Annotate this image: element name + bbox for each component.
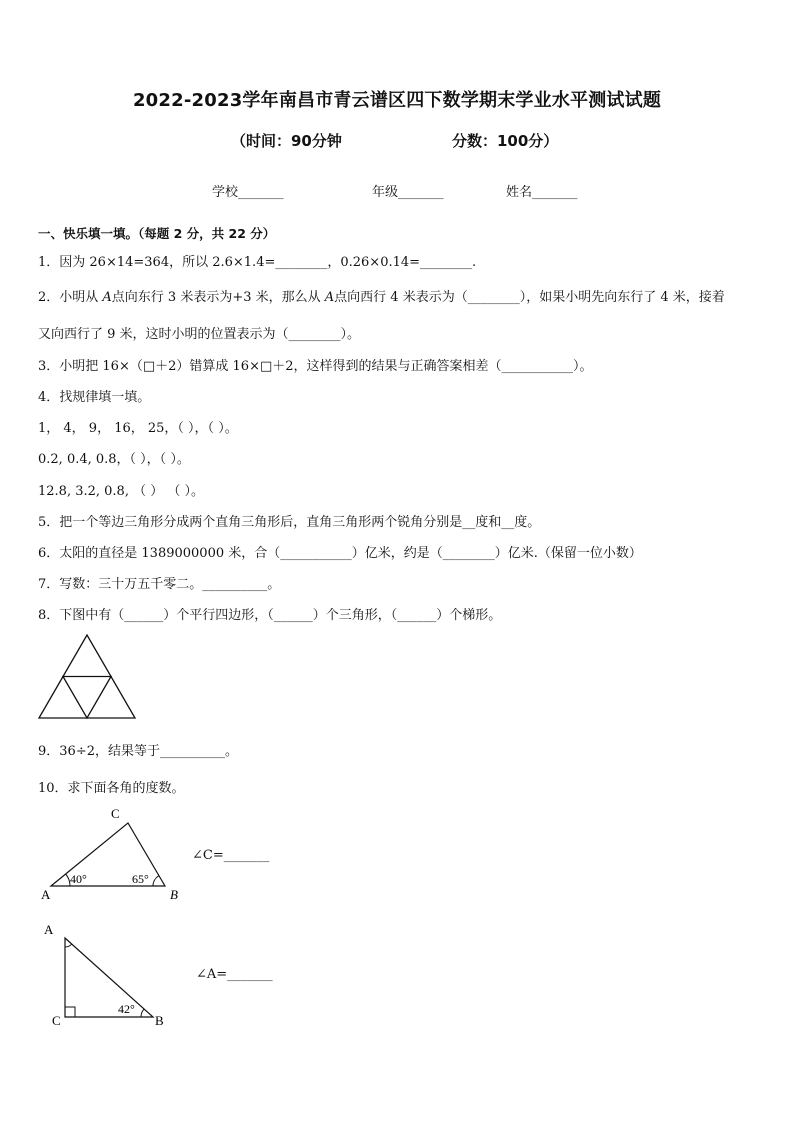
vertex-a-label: A [41, 887, 51, 902]
question-10: 10．求下面各角的度数。 [38, 781, 185, 796]
question-8: 8．下图中有（______）个平行四边形，（______）个三角形，（______）个梯形。 [38, 608, 502, 623]
right-triangle-acb [65, 938, 153, 1017]
angle-a-answer: ∠A=_______ [196, 967, 273, 982]
question-4-seq-a: 1， 4， 9， 16， 25，（ ），（ ）。 [38, 421, 238, 436]
angle-a-arc [65, 944, 72, 947]
question-5: 5．把一个等边三角形分成两个直角三角形后，直角三角形两个锐角分别是__度和__度。 [38, 515, 541, 530]
question-6: 6．太阳的直径是 1389000000 米，合（___________）亿米，约是（________）亿米.（保留一位小数） [38, 546, 642, 561]
triangle-abc-figure [36, 800, 196, 905]
question-1: 1．因为 26×14=364，所以 2.6×1.4=________，0.26×0.14=________. [38, 255, 477, 270]
school-field: 学校_______ [212, 185, 284, 200]
angle-b-value: 42° [118, 1002, 135, 1016]
vertex-a-label: A [44, 922, 54, 937]
angle-b-arc [141, 1009, 144, 1017]
question-2-line-2: 又向西行了 9 米，这时小明的位置表示为（________）。 [38, 327, 361, 342]
q2-point-a: A [102, 290, 112, 305]
angle-b-value: 65° [132, 872, 149, 886]
vertex-b-label: B [170, 887, 178, 902]
vertex-c-label: C [111, 806, 120, 821]
angle-b-arc [153, 876, 159, 886]
vertex-c-label: C [52, 1013, 61, 1028]
triangle-figure [36, 632, 138, 722]
q2-text-c: 点向西行 4 米表示为（________），如果小明先向东行了 4 米，接着 [334, 290, 725, 305]
right-angle-mark [65, 1007, 75, 1017]
page-title: 2022-2023学年南昌市青云谱区四下数学期末学业水平测试试题 [132, 90, 662, 111]
question-7: 7．写数：三十万五千零二。__________。 [38, 577, 281, 592]
question-4-seq-b: 0.2, 0.4, 0.8，（ ），（ ）。 [38, 452, 190, 467]
question-9: 9．36÷2，结果等于__________。 [38, 744, 238, 759]
exam-time: （时间：90分钟 [231, 132, 342, 150]
q2-text-b: 点向东行 3 米表示为+3 米，那么从 [111, 290, 325, 305]
vertex-b-label: B [155, 1013, 164, 1028]
angle-c-answer: ∠C=_______ [192, 848, 270, 863]
q2-text-a: 2．小明从 [38, 290, 103, 305]
question-4-seq-c: 12.8, 3.2, 0.8, （ ） （ ）。 [38, 484, 204, 499]
inner-triangle [63, 677, 111, 719]
right-triangle-figure [36, 918, 176, 1033]
exam-score: 分数：100分） [452, 132, 559, 150]
grade-field: 年级_______ [372, 185, 444, 200]
question-3: 3．小明把 16×（□＋2）错算成 16×□＋2，这样得到的结果与正确答案相差（___________）。 [38, 359, 593, 374]
section-heading: 一、快乐填一填。（每题 2 分，共 22 分） [38, 226, 276, 241]
name-field: 姓名_______ [506, 185, 578, 200]
q2-point-a-2: A [324, 290, 335, 305]
angle-a-value: 40° [70, 872, 87, 886]
question-4: 4．找规律填一填。 [38, 390, 151, 405]
question-2-line-1 [38, 286, 725, 305]
